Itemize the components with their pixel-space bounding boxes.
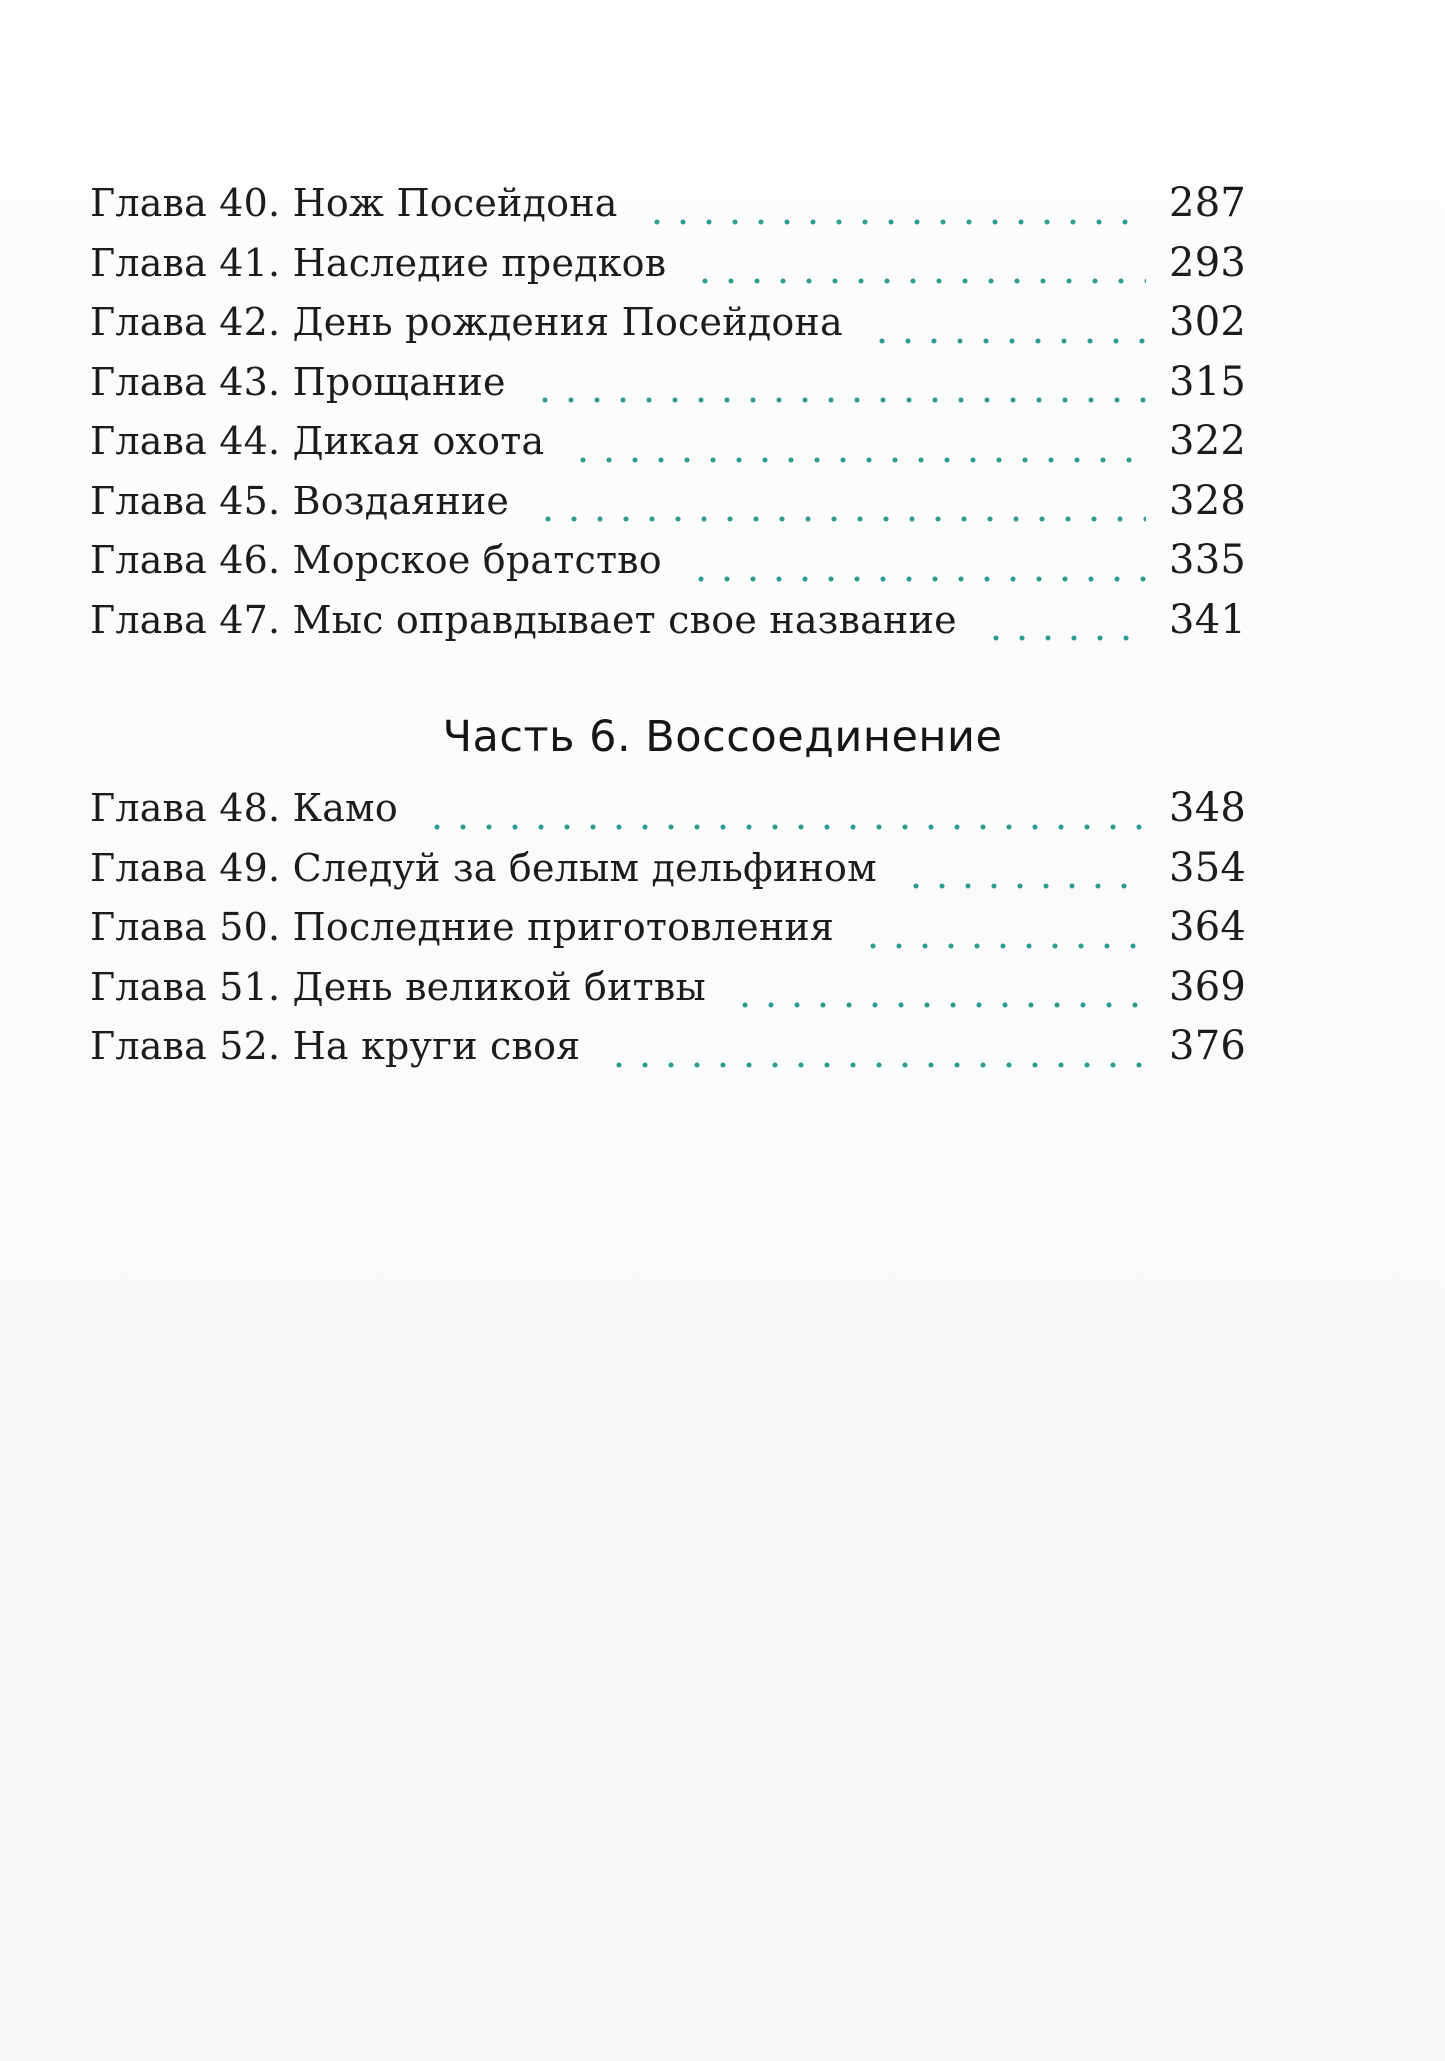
toc-entry <box>90 478 1246 538</box>
chapter-title: Глава 46. Морское братство <box>90 538 662 582</box>
page-number: 364 <box>1169 904 1246 950</box>
toc-entry <box>90 240 1246 300</box>
chapter-title: Глава 49. Следуй за белым дельфином <box>90 845 877 890</box>
chapter-title: Глава 48. Камо <box>90 786 398 830</box>
page-number: 322 <box>1169 418 1246 464</box>
toc-entry <box>90 359 1246 419</box>
chapter-title: Глава 44. Дикая охота <box>90 419 545 463</box>
leader-dots <box>644 219 1146 225</box>
leader-dots <box>570 457 1146 463</box>
leader-dots <box>732 1002 1146 1008</box>
page-number: 287 <box>1169 180 1246 226</box>
leader-dots <box>869 338 1146 344</box>
page-number: 328 <box>1169 477 1246 524</box>
leader-dots <box>903 883 1146 889</box>
page-number: 354 <box>1169 844 1246 891</box>
toc-entry <box>90 418 1246 478</box>
page-number: 376 <box>1169 1023 1246 1069</box>
chapter-title: Глава 45. Воздаяние <box>90 478 510 523</box>
page-number: 315 <box>1169 358 1246 405</box>
leader-dots <box>983 635 1146 641</box>
leader-dots <box>688 576 1146 582</box>
page-number: 302 <box>1169 299 1246 345</box>
chapter-title: Глава 41. Наследие предков <box>90 240 667 285</box>
page-number: 293 <box>1169 239 1246 286</box>
part-heading: Часть 6. Воссоединение <box>442 712 1003 762</box>
leader-dots <box>692 278 1146 284</box>
leader-dots <box>424 824 1146 830</box>
page-number: 335 <box>1169 537 1246 583</box>
toc-entry <box>90 1023 1246 1083</box>
leader-dots <box>606 1062 1146 1068</box>
page-number: 369 <box>1169 963 1246 1010</box>
chapter-title: Глава 42. День рождения Посейдона <box>90 300 843 344</box>
chapter-title: Глава 50. Последние приготовления <box>90 905 835 949</box>
chapter-title: Глава 43. Прощание <box>90 359 506 404</box>
toc-entry <box>90 904 1246 964</box>
chapter-title: Глава 52. На круги своя <box>90 1024 581 1068</box>
toc-entry <box>90 964 1246 1024</box>
chapter-title: Глава 40. Нож Посейдона <box>90 181 618 225</box>
leader-dots <box>860 943 1146 949</box>
leader-dots <box>532 397 1146 403</box>
toc-entry <box>90 597 1246 657</box>
toc-entry <box>90 299 1246 359</box>
chapter-title: Глава 47. Мыс оправдывает свое название <box>90 597 957 642</box>
toc-part-5-chapters <box>90 180 1246 656</box>
toc-entry <box>90 180 1246 240</box>
page-number: 341 <box>1169 596 1246 643</box>
chapter-title: Глава 51. День великой битвы <box>90 964 706 1009</box>
toc-entry <box>90 845 1246 905</box>
leader-dots <box>535 516 1146 522</box>
toc-entry <box>90 785 1246 845</box>
page-number: 348 <box>1169 785 1246 831</box>
toc-part-6-chapters <box>90 785 1246 1083</box>
toc-entry <box>90 537 1246 597</box>
